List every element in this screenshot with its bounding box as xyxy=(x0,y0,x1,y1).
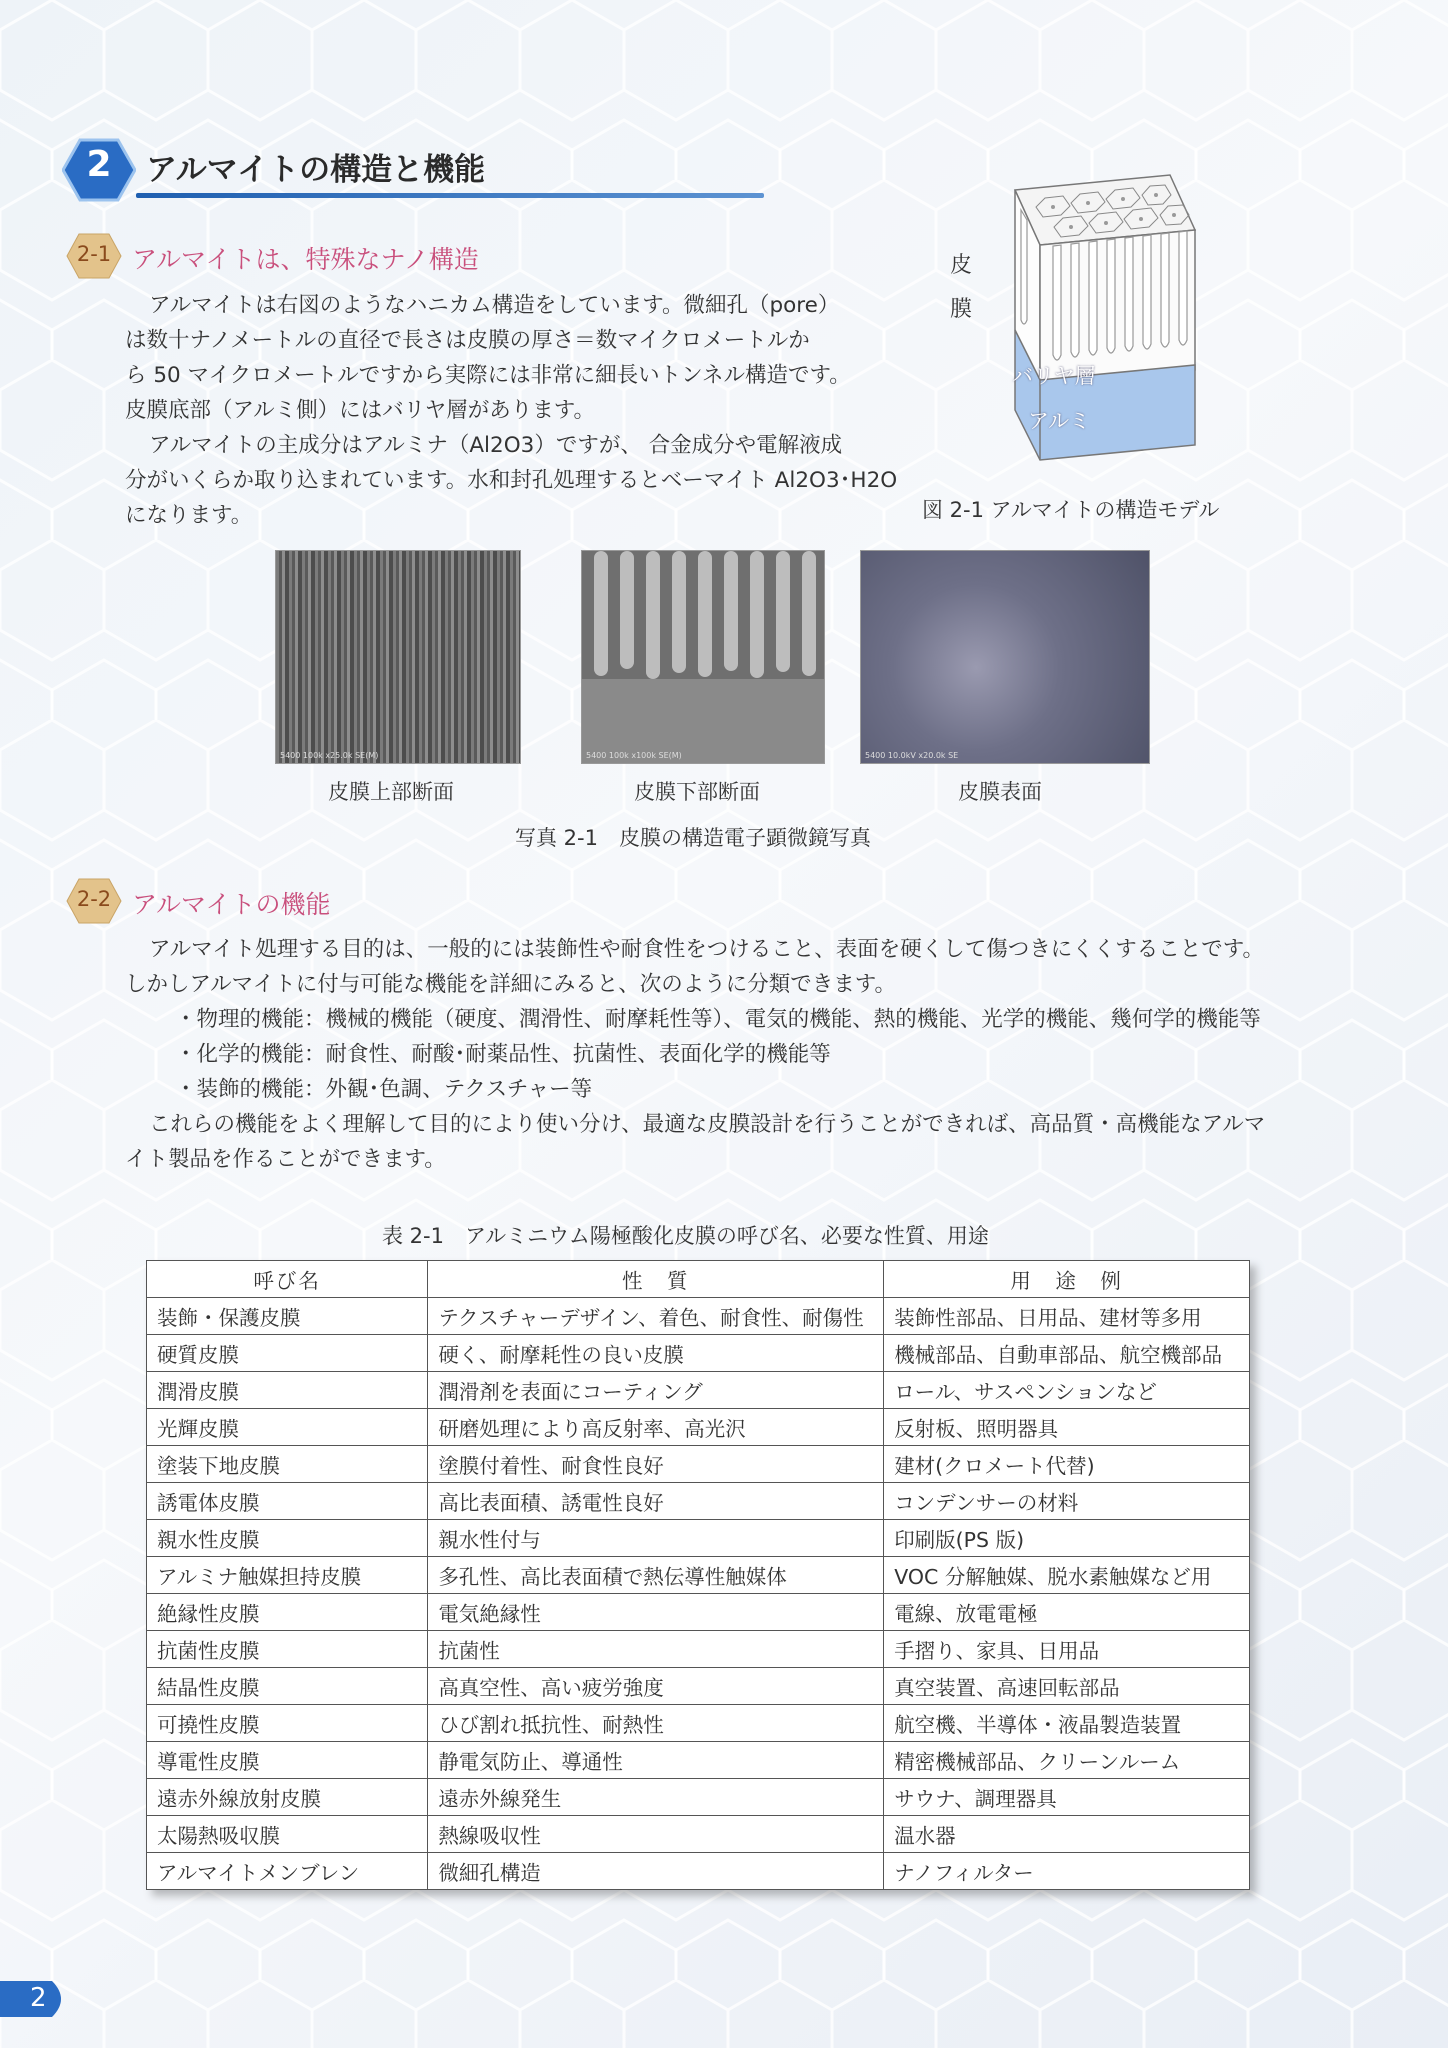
table-row xyxy=(147,1520,1250,1557)
subsection-title-2-1: アルマイトは、特殊なナノ構造 xyxy=(132,245,479,274)
cell-name: 抗菌性皮膜 xyxy=(147,1631,428,1668)
cell-usage: サウナ、調理器具 xyxy=(884,1779,1250,1816)
text-line: 皮膜底部（アルミ側）にはバリヤ層があります。 xyxy=(125,398,595,423)
table-row xyxy=(147,1298,1250,1335)
text-line: これらの機能をよく理解して目的により使い分け、最適な皮膜設計を行うことができれば、高品質・高機能なアルマ xyxy=(149,1112,1266,1137)
cell-name: 遠赤外線放射皮膜 xyxy=(147,1779,428,1816)
cell-name: 親水性皮膜 xyxy=(147,1520,428,1557)
table-header-row xyxy=(147,1261,1250,1298)
cell-property: 塗膜付着性、耐食性良好 xyxy=(428,1446,884,1483)
cell-usage: 印刷版(PS 版) xyxy=(884,1520,1250,1557)
table-row xyxy=(147,1372,1250,1409)
cell-name: 塗装下地皮膜 xyxy=(147,1446,428,1483)
cell-name: 太陽熱吸収膜 xyxy=(147,1816,428,1853)
cell-name: 導電性皮膜 xyxy=(147,1742,428,1779)
cell-usage: 機械部品、自動車部品、航空機部品 xyxy=(884,1335,1250,1372)
table-row xyxy=(147,1742,1250,1779)
cell-usage: 手摺り、家具、日用品 xyxy=(884,1631,1250,1668)
section-number: 2 xyxy=(86,144,112,185)
cell-name: 装飾・保護皮膜 xyxy=(147,1298,428,1335)
bullet-chemical: ・化学的機能：耐食性、耐酸･耐薬品性、抗菌性、表面化学的機能等 xyxy=(175,1042,831,1067)
cell-property: 潤滑剤を表面にコーティング xyxy=(428,1372,884,1409)
cell-property: テクスチャーデザイン、着色、耐食性、耐傷性 xyxy=(428,1298,884,1335)
subsection-number-2-1: 2-1 xyxy=(76,242,112,266)
photo-surface: 5400 10.0kV x20.0k SE xyxy=(860,550,1150,764)
figure-label-film-2: 膜 xyxy=(950,297,973,322)
cell-usage: ロール、サスペンションなど xyxy=(884,1372,1250,1409)
table-row xyxy=(147,1779,1250,1816)
cell-property: 抗菌性 xyxy=(428,1631,884,1668)
cell-property: 高比表面積、誘電性良好 xyxy=(428,1483,884,1520)
subsection-text-2-1 xyxy=(125,288,897,533)
table-row xyxy=(147,1594,1250,1631)
table-caption: 表 2-1 アルミニウム陽極酸化皮膜の呼び名、必要な性質、用途 xyxy=(382,1224,989,1248)
table-row xyxy=(147,1483,1250,1520)
cell-name: 光輝皮膜 xyxy=(147,1409,428,1446)
photo-caption: 写真 2-1 皮膜の構造電子顕微鏡写真 xyxy=(515,826,871,850)
cell-usage: 航空機、半導体・液晶製造装置 xyxy=(884,1705,1250,1742)
text-line: ら 50 マイクロメートルですから実際には非常に細長いトンネル構造です。 xyxy=(125,363,851,388)
table-row xyxy=(147,1409,1250,1446)
subsection-title-2-2: アルマイトの機能 xyxy=(132,890,331,919)
table-row xyxy=(147,1631,1250,1668)
cell-property: ひび割れ抵抗性、耐熱性 xyxy=(428,1705,884,1742)
photo-label-upper: 皮膜上部断面 xyxy=(328,780,454,804)
photo-lower-cross-section: 5400 100k x100k SE(M) xyxy=(581,550,825,764)
figure-label-alumi: アルミ xyxy=(1028,409,1091,433)
cell-name: 絶縁性皮膜 xyxy=(147,1594,428,1631)
cell-usage: 建材(クロメート代替) xyxy=(884,1446,1250,1483)
photo-label-lower: 皮膜下部断面 xyxy=(634,780,760,804)
cell-name: 可撓性皮膜 xyxy=(147,1705,428,1742)
table-row xyxy=(147,1853,1250,1890)
cell-usage: コンデンサーの材料 xyxy=(884,1483,1250,1520)
pore-columns-image xyxy=(582,551,824,763)
section-underline xyxy=(136,193,764,198)
cell-usage: 反射板、照明器具 xyxy=(884,1409,1250,1446)
figure-caption: 図 2-1 アルマイトの構造モデル xyxy=(922,498,1220,522)
header-usage: 用 途 例 xyxy=(884,1261,1250,1298)
cell-name: アルマイトメンブレン xyxy=(147,1853,428,1890)
text-line: アルマイト処理する目的は、一般的には装飾性や耐食性をつけること、表面を硬くして傷つきにくくすることです。 xyxy=(149,937,1264,962)
cell-name: 結晶性皮膜 xyxy=(147,1668,428,1705)
subsection-text-2-2 xyxy=(125,932,1265,1177)
bullet-decorative: ・装飾的機能：外観･色調、テクスチャー等 xyxy=(175,1077,593,1102)
cell-usage: VOC 分解触媒、脱水素触媒など用 xyxy=(884,1557,1250,1594)
text-line: になります。 xyxy=(125,503,253,528)
bullet-physical: ・物理的機能：機械的機能（硬度、潤滑性、耐摩耗性等）、電気的機能、熱的機能、光学的機能、幾何学的機能等 xyxy=(175,1007,1261,1032)
text-line: アルマイトの主成分はアルミナ（Al2O3）ですが、 合金成分や電解液成 xyxy=(149,433,843,458)
cell-name: アルミナ触媒担持皮膜 xyxy=(147,1557,428,1594)
table-row xyxy=(147,1335,1250,1372)
cell-property: 微細孔構造 xyxy=(428,1853,884,1890)
cell-property: 親水性付与 xyxy=(428,1520,884,1557)
table-row xyxy=(147,1816,1250,1853)
subsection-number-2-2: 2-2 xyxy=(76,887,112,911)
cell-property: 研磨処理により高反射率、高光沢 xyxy=(428,1409,884,1446)
cell-property: 静電気防止、導通性 xyxy=(428,1742,884,1779)
text-line: しかしアルマイトに付与可能な機能を詳細にみると、次のように分類できます。 xyxy=(125,972,896,997)
cell-property: 硬く、耐摩耗性の良い皮膜 xyxy=(428,1335,884,1372)
cell-usage: 精密機械部品、クリーンルーム xyxy=(884,1742,1250,1779)
cell-usage: 電線、放電電極 xyxy=(884,1594,1250,1631)
cell-usage: ナノフィルター xyxy=(884,1853,1250,1890)
figure-label-film-1: 皮 xyxy=(950,253,973,278)
cell-name: 潤滑皮膜 xyxy=(147,1372,428,1409)
cell-name: 誘電体皮膜 xyxy=(147,1483,428,1520)
page-number: 2 xyxy=(30,1983,47,2013)
text-line: は数十ナノメートルの直径で長さは皮膜の厚さ＝数マイクロメートルか xyxy=(125,328,810,353)
cell-property: 熱線吸収性 xyxy=(428,1816,884,1853)
cell-property: 多孔性、高比表面積で熱伝導性触媒体 xyxy=(428,1557,884,1594)
cell-usage: 装飾性部品、日用品、建材等多用 xyxy=(884,1298,1250,1335)
cell-property: 高真空性、高い疲労強度 xyxy=(428,1668,884,1705)
photo-upper-cross-section: 5400 100k x25.0k SE(M) xyxy=(275,550,521,764)
header-property: 性 質 xyxy=(428,1261,884,1298)
text-line: 分がいくらか取り込まれています。水和封孔処理するとベーマイト Al2O3･H2O xyxy=(125,468,898,493)
text-line: イト製品を作ることができます。 xyxy=(125,1147,446,1172)
section-title: アルマイトの構造と機能 xyxy=(146,152,486,188)
cell-name: 硬質皮膜 xyxy=(147,1335,428,1372)
cell-property: 電気絶縁性 xyxy=(428,1594,884,1631)
text-line: アルマイトは右図のようなハニカム構造をしています。微細孔（pore） xyxy=(149,293,840,318)
figure-label-barrier: バリヤ層 xyxy=(1012,364,1096,388)
table-row xyxy=(147,1705,1250,1742)
cell-property: 遠赤外線発生 xyxy=(428,1779,884,1816)
cell-usage: 真空装置、高速回転部品 xyxy=(884,1668,1250,1705)
header-name: 呼び名 xyxy=(147,1261,428,1298)
cell-usage: 温水器 xyxy=(884,1816,1250,1853)
table-row xyxy=(147,1446,1250,1483)
photo-label-surface: 皮膜表面 xyxy=(958,780,1042,804)
properties-table xyxy=(146,1260,1250,1890)
table-row xyxy=(147,1668,1250,1705)
table-row xyxy=(147,1557,1250,1594)
